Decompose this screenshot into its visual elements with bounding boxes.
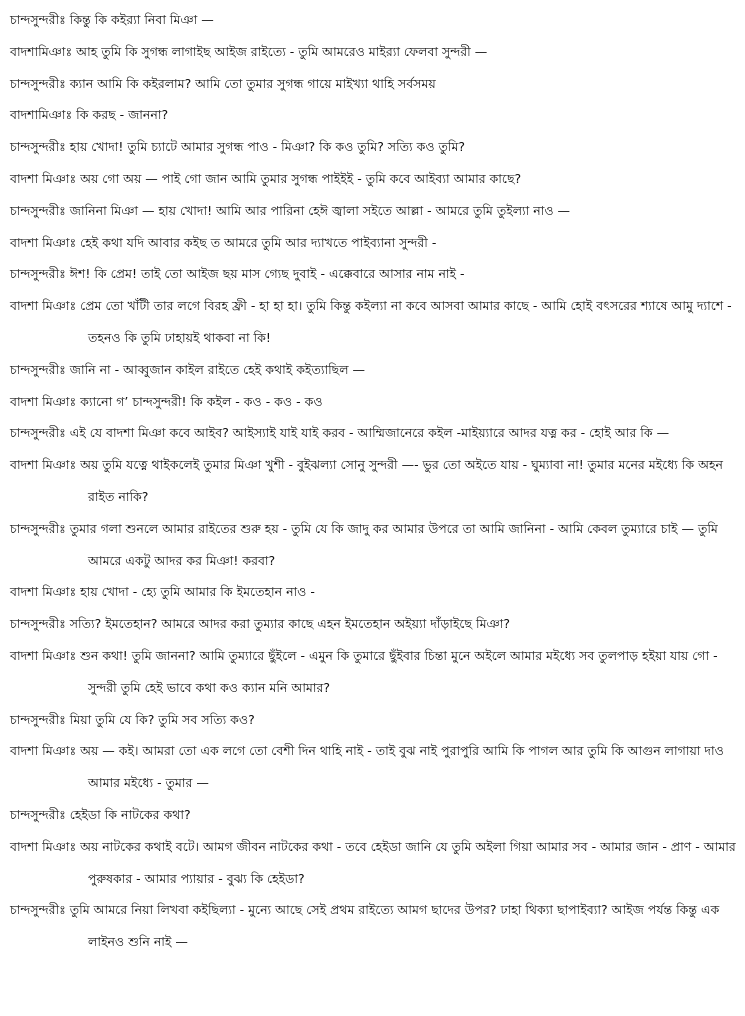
dialogue-line: বাদশামিঞাঃ আহ তুমি কি সুগন্ধ লাগাইছ আইজ রাইত্যে - তুমি আমরেও মাইর‍্যা ফেলবা সুন্দরী — [10, 43, 488, 59]
dialogue-line: চান্দসুন্দরীঃ এই যে বাদশা মিঞা কবে আইব? আইস্যাই যাই যাই করব - আম্মিজানেরে কইল -মাইয়্যারে আদর যত্ন কর - হোই আর কি — [10, 425, 670, 441]
dialogue-line: চান্দসুন্দরীঃ তুমি আমরে নিয়া লিখবা কইছিল্যা - মুন্যে আছে সেই প্রথম রাইত্যে আমগ ছাদের উপর? ঢাহা থিক্যা ছাপাইব্যা? আইজ পর্যন্ত কিন্তু এক লাইনও শুনি নাই — [10, 902, 720, 950]
dialogue-line: চান্দসুন্দরীঃ হায় খোদা! তুমি চ্যাটে আমার সুগন্ধ পাও - মিঞা? কি কও তুমি? সত্যি কও তুমি? [10, 139, 466, 155]
dialogue-line: চান্দসুন্দরীঃ ক্যান আমি কি কইরলাম? আমি তো তুমার সুগন্ধ গায়ে মাইখ্যা থাহি সর্বসময় [10, 75, 436, 91]
dialogue-line: বাদশা মিঞাঃ হায় খোদা - হ্যে তুমি আমার কি ইমতেহান নাও - [10, 584, 315, 600]
dialogue-line: বাদশা মিঞাঃ ক্যানো গ’ চান্দসুন্দরী! কি কইল - কও - কও - কও [10, 393, 323, 409]
document-body [10, 4, 738, 958]
dialogue-line: চান্দসুন্দরীঃ ঈশ! কি প্রেম! তাই তো আইজ ছয় মাস গ্যেছ দুবাই - এক্কেবারে আসার নাম নাই - [10, 266, 465, 282]
dialogue-line: বাদশামিঞাঃ কি করছ - জাননা? [10, 107, 169, 123]
dialogue-line: চান্দসুন্দরীঃ সত্যি? ইমতেহান? আমরে আদর করা তুম্যার কাছে এহন ইমতেহান অইয়্যা দাঁড়াইছে মিঞা? [10, 616, 510, 632]
dialogue-line: বাদশা মিঞাঃ অয় তুমি যত্নে থাইকলেই তুমার মিঞা খুশী - বুইঝল্যা সোনু সুন্দরী —- ভুর তো অইতে যায় - ঘুম্যাবা না! তুমার মনের মইধ্যে কি অহন রাইত নাকি? [10, 457, 723, 504]
dialogue-line: চান্দসুন্দরীঃ জানি না - আব্বুজান কাইল রাইতে হেই কথাই কইত্যাছিল — [10, 361, 366, 377]
dialogue-line: বাদশা মিঞাঃ শুন কথা! তুমি জাননা? আমি তুম্যারে ছুঁইলে - এমুন কি তুমারে ছুঁইবার চিন্তা মুনে অইলে আমার মইধ্যে সব তুলপাড় হইয়া যায় গো - সুন্দরী তুমি হেই ভাবে কথা কও ক্যান মনি আমার? [10, 647, 718, 695]
dialogue-line: চান্দসুন্দরীঃ জানিনা মিঞা — হায় খোদা! আমি আর পারিনা হেঈ জ্বালা সইতে আল্লা - আমরে তুমি তুইল্যা নাও — [10, 202, 571, 218]
dialogue-line: বাদশা মিঞাঃ অয় — কই। আমরা তো এক লগে তো বেশী দিন থাহি নাই - তাই বুঝ নাই পুরাপুরি আমি কি পাগল আর তুমি কি আগুন লাগায়া দাও আমার মইধ্যে - তুমার — [10, 743, 724, 791]
dialogue-line: চান্দসুন্দরীঃ তুমার গলা শুনলে আমার রাইতের শুরু হয় - তুমি যে কি জাদু কর আমার উপরে তা আমি জানিনা - আমি কেবল তুম্যারে চাই — তুমি আমরে একটু আদর কর মিঞা! করবা? [10, 520, 718, 568]
dialogue-line: চান্দসুন্দরীঃ মিয়া তুমি যে কি? তুমি সব সত্যি কও? [10, 711, 255, 727]
dialogue-line: বাদশা মিঞাঃ প্রেম তো খাঁটী তার লগে বিরহ ফ্রী - হা হা হা। তুমি কিন্তু কইল্যা না কবে আসবা আমার কাছে - আমি হোই বৎসরের শ্যাষে আমু দ্যাশে - তহনও কি তুমি ঢাহায়ই থাকবা না কি! [10, 298, 732, 345]
dialogue-line: বাদশা মিঞাঃ হেই কথা যদি আবার কইছ ত আমরে তুমি আর দ্যাখতে পাইব্যানা সুন্দরী - [10, 234, 437, 250]
dialogue-line: বাদশা মিঞাঃ অয় নাটকের কথাই বটে। আমগ জীবন নাটকের কথা - তবে হেইডা জানি যে তুমি অইলা গিয়া আমার সব - আমার জান - প্রাণ - আমার পুরুষকার - আমার প্যায়ার - বুঝ্য কি হেইডা? [10, 838, 736, 886]
dialogue-line: চান্দসুন্দরীঃ হেইডা কি নাটকের কথা? [10, 806, 191, 822]
dialogue-line: চান্দসুন্দরীঃ কিন্তু কি কইর‍্যা নিবা মিঞা — [10, 12, 214, 27]
dialogue-line: বাদশা মিঞাঃ অয় গো অয় — পাই গো জান আমি তুমার সুগন্ধ পাইইই - তুমি কবে আইব্যা আমার কাছে? [10, 170, 522, 186]
